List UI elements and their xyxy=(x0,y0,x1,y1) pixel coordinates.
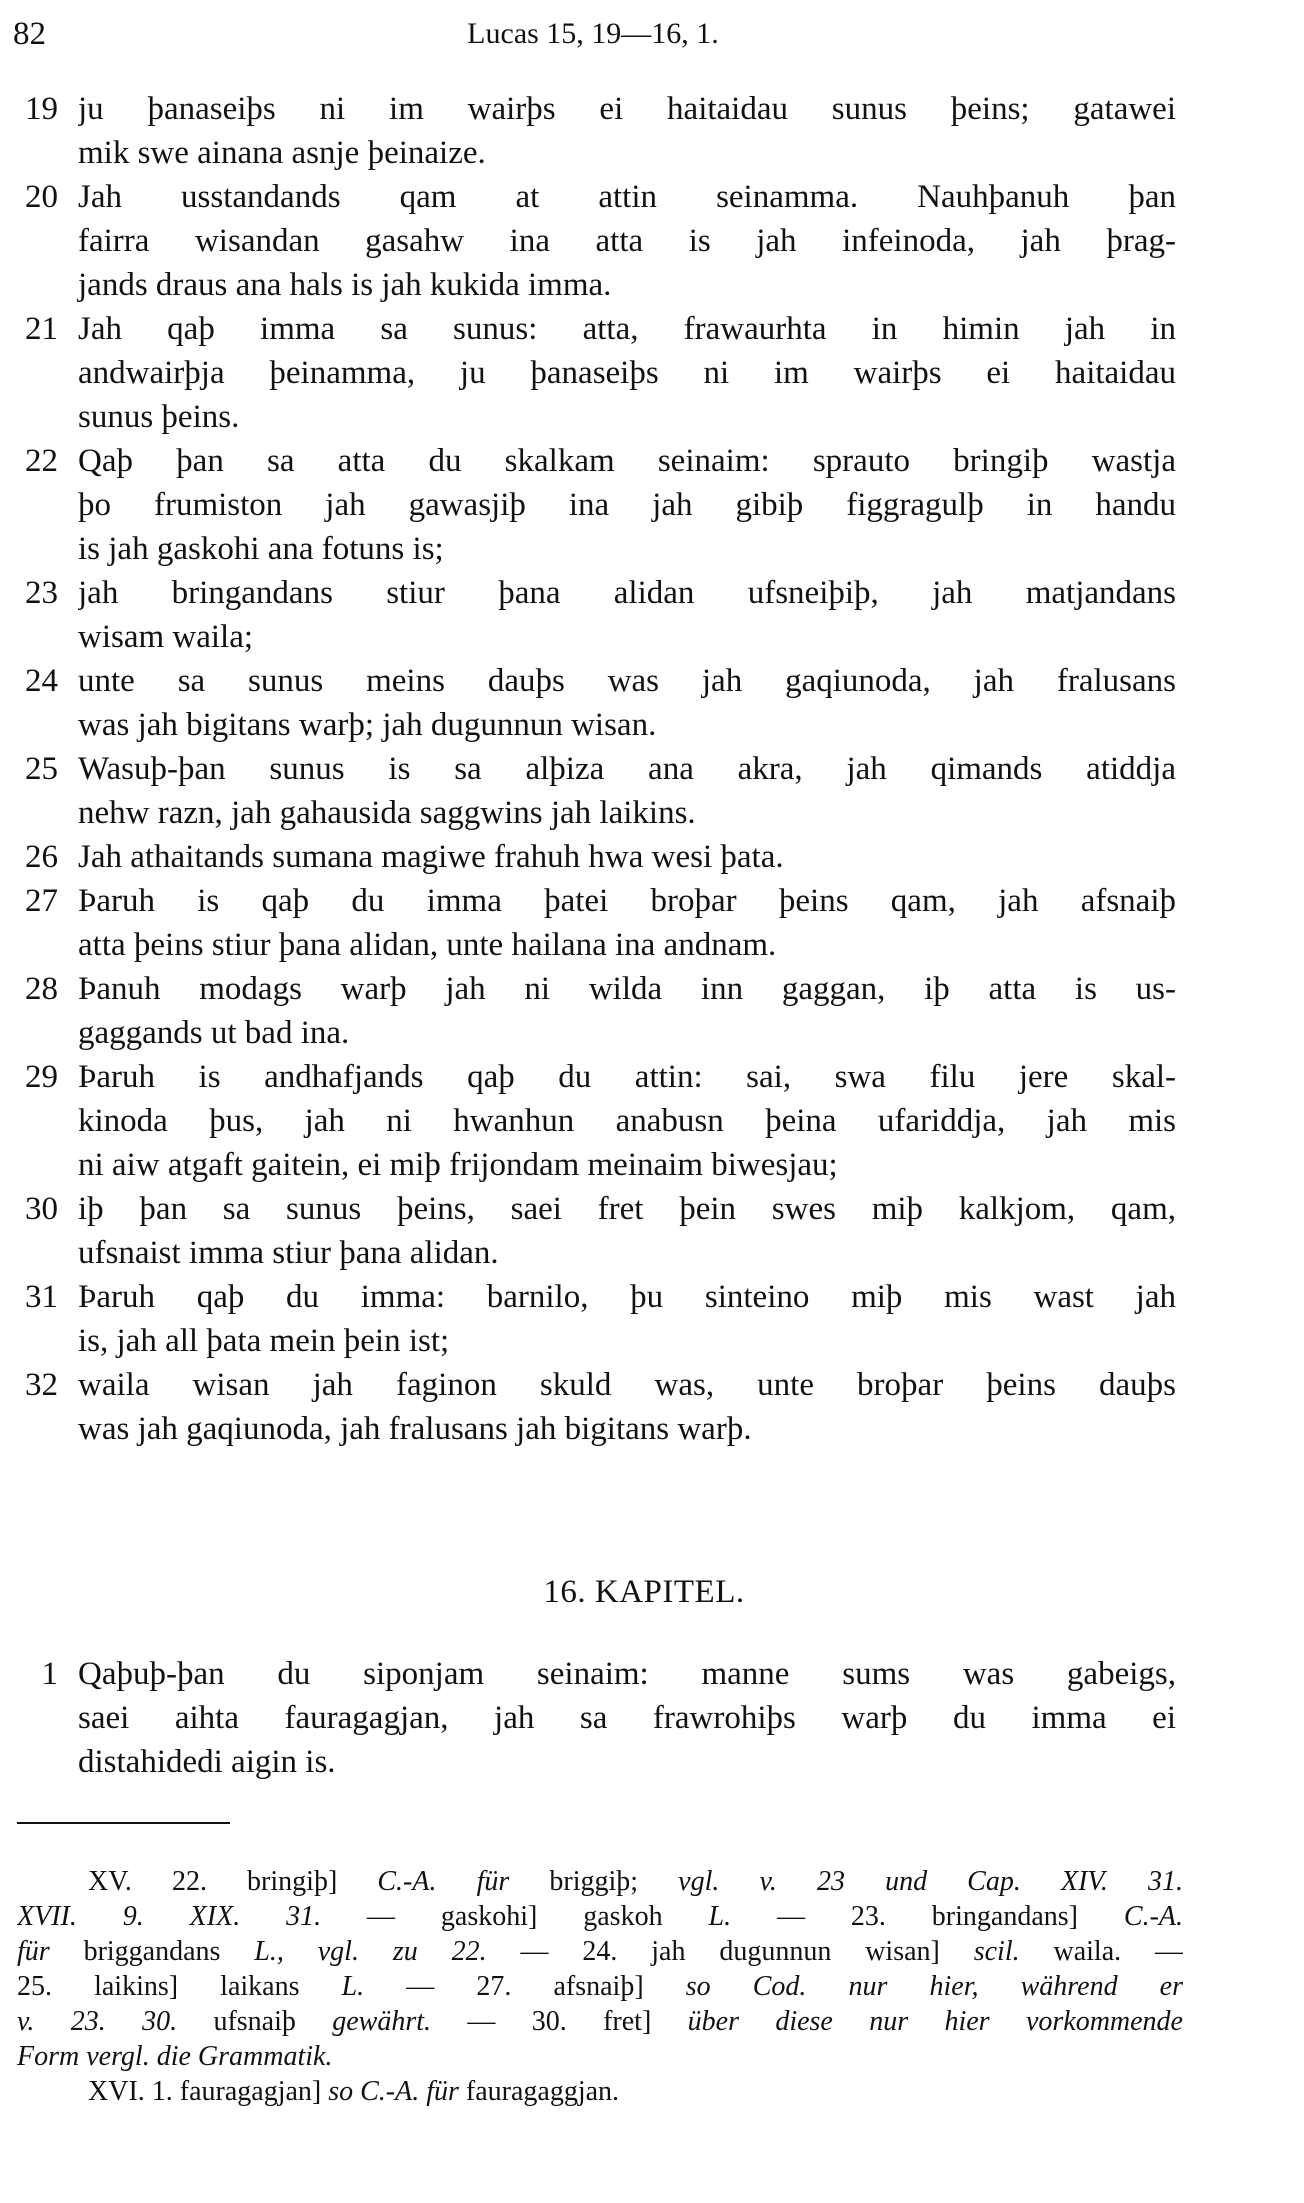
footnote-italic-text: so Cod. nur hier, während er xyxy=(685,1971,1183,2002)
verse-text: distahidedi aigin is. xyxy=(78,1744,336,1780)
footnote-text: — gaskohi] gaskoh xyxy=(321,1901,709,1932)
footnote-italic-text: gewährt. xyxy=(332,2006,432,2037)
verse-number: 21 xyxy=(25,311,58,347)
verse-line xyxy=(0,307,1304,351)
chapter-15-text xyxy=(0,87,1304,1451)
verse-line xyxy=(0,395,1304,439)
verse-number: 27 xyxy=(25,883,58,919)
footnote-text: XV. 22. bringiþ] xyxy=(88,1866,378,1897)
verse-text: ni aiw atgaft gaitein, ei miþ frijondam meinaim biwesjau; xyxy=(78,1147,838,1183)
footnote-text: — 23. bringandans] xyxy=(731,1901,1124,1932)
verse-text: is jah gaskohi ana fotuns is; xyxy=(78,531,444,567)
verse-text: Jah athaitands sumana magiwe frahuh hwa wesi þata. xyxy=(78,839,784,875)
running-title: Lucas 15, 19—16, 1. xyxy=(467,17,719,50)
footnote-italic-text: C.-A. für xyxy=(377,1866,510,1897)
verse-line xyxy=(0,483,1304,527)
verse-text: þo frumiston jah gawasjiþ ina jah gibiþ figgragulþ in handu xyxy=(78,487,1176,523)
verse-text: was jah gaqiunoda, jah fralusans jah bigitans warþ. xyxy=(78,1411,752,1447)
footnote-italic-text: C.-A. xyxy=(1123,1901,1183,1932)
verse-line xyxy=(0,87,1304,131)
verse-line xyxy=(0,1363,1304,1407)
footnote-text: briggiþ; xyxy=(509,1866,679,1897)
verse-line xyxy=(0,1319,1304,1363)
verse-line xyxy=(0,1652,1304,1696)
footnote-text: — 30. fret] xyxy=(431,2006,688,2037)
verse-text: Jah usstandands qam at attin seinamma. Nauhþanuh þan xyxy=(78,179,1176,215)
verse-number: 19 xyxy=(25,91,58,127)
verse-number: 31 xyxy=(25,1279,58,1315)
footnote-line xyxy=(17,1934,1183,1969)
footnote-italic-text: XVII. 9. XIX. 31. xyxy=(17,1901,322,1932)
verse-text: Þanuh modags warþ jah ni wilda inn gaggan, iþ atta is us- xyxy=(78,971,1176,1007)
footnote-italic-text: L. xyxy=(341,1971,365,2002)
verse-number: 22 xyxy=(25,443,58,479)
footnote-line xyxy=(17,2004,1183,2039)
footnote-text: — 24. jah dugunnun wisan] xyxy=(486,1936,974,1967)
verse-line xyxy=(0,1187,1304,1231)
verse-number: 29 xyxy=(25,1059,58,1095)
footnote-line xyxy=(17,2039,1183,2074)
verse-line xyxy=(0,967,1304,1011)
footnote-line xyxy=(17,1899,1183,1934)
verse-text: Þaruh is qaþ du imma þatei broþar þeins qam, jah afsnaiþ xyxy=(78,883,1176,919)
verse-number: 23 xyxy=(25,575,58,611)
verse-line xyxy=(0,1143,1304,1187)
verse-line xyxy=(0,131,1304,175)
verse-text: mik swe ainana asnje þeinaize. xyxy=(78,135,486,171)
footnote-italic-text: so C.-A. für xyxy=(328,2076,459,2107)
footnote-text: 25. laikins] laikans xyxy=(17,1971,342,2002)
verse-text: Þaruh is andhafjands qaþ du attin: sai, swa filu jere skal- xyxy=(78,1059,1176,1095)
verse-text: ju þanaseiþs ni im wairþs ei haitaidau sunus þeins; gatawei xyxy=(78,91,1176,127)
verse-text: atta þeins stiur þana alidan, unte hailana ina andnam. xyxy=(78,927,777,963)
footnote-italic-text: v. 23. 30. xyxy=(17,2006,178,2037)
footnote-italic-text: für xyxy=(17,1936,50,1967)
verse-line xyxy=(0,527,1304,571)
verse-line xyxy=(0,1696,1304,1740)
verse-number: 30 xyxy=(25,1191,58,1227)
footnote-text: — 27. afsnaiþ] xyxy=(364,1971,686,2002)
footnote-text: waila. — xyxy=(1019,1936,1183,1967)
verse-line xyxy=(0,1231,1304,1275)
verse-line xyxy=(0,571,1304,615)
verse-text: jands draus ana hals is jah kukida imma. xyxy=(78,267,612,303)
footnote-italic-text: scil. xyxy=(973,1936,1020,1967)
chapter-heading xyxy=(0,1570,1304,1614)
verse-text: gaggands ut bad ina. xyxy=(78,1015,350,1051)
footnote-text: ufsnaiþ xyxy=(177,2006,333,2037)
verse-number: 28 xyxy=(25,971,58,1007)
footnote-italic-text: Form vergl. die Grammatik. xyxy=(17,2041,333,2072)
footnote-italic-text: über diese nur hier vorkommende xyxy=(687,2006,1183,2037)
verse-line xyxy=(0,1099,1304,1143)
footnote-italic-text: L., vgl. zu 22. xyxy=(254,1936,487,1967)
footnote-text: XVI. 1. fauragagjan] xyxy=(88,2076,329,2107)
verse-text: unte sa sunus meins dauþs was jah gaqiunoda, jah fralusans xyxy=(78,663,1176,699)
verse-text: Wasuþ-þan sunus is sa alþiza ana akra, jah qimands atiddja xyxy=(78,751,1176,787)
chapter-heading-text: 16. KAPITEL. xyxy=(543,1574,745,1610)
footnotes xyxy=(17,1864,1183,2109)
verse-line xyxy=(0,703,1304,747)
verse-line xyxy=(0,1407,1304,1451)
verse-line xyxy=(0,1011,1304,1055)
verse-text: sunus þeins. xyxy=(78,399,240,435)
footnote-rule xyxy=(17,1822,230,1824)
verse-number: 25 xyxy=(25,751,58,787)
footnote-text: fauragaggjan. xyxy=(458,2076,620,2107)
verse-text: andwairþja þeinamma, ju þanaseiþs ni im wairþs ei haitaidau xyxy=(78,355,1176,391)
verse-line xyxy=(0,747,1304,791)
verse-text: kinoda þus, jah ni hwanhun anabusn þeina ufariddja, jah mis xyxy=(78,1103,1176,1139)
verse-line xyxy=(0,1055,1304,1099)
verse-text: wisam waila; xyxy=(78,619,254,655)
verse-text: Jah qaþ imma sa sunus: atta, frawaurhta in himin jah in xyxy=(78,311,1176,347)
verse-text: iþ þan sa sunus þeins, saei fret þein swes miþ kalkjom, qam, xyxy=(78,1191,1176,1227)
verse-line xyxy=(0,923,1304,967)
verse-line xyxy=(0,615,1304,659)
verse-text: Qaþ þan sa atta du skalkam seinaim: sprauto bringiþ wastja xyxy=(78,443,1176,479)
footnote-text: briggandans xyxy=(49,1936,255,1967)
verse-text: ufsnaist imma stiur þana alidan. xyxy=(78,1235,499,1271)
verse-line xyxy=(0,835,1304,879)
verse-line xyxy=(0,219,1304,263)
verse-text: Qaþuþ-þan du siponjam seinaim: manne sums was gabeigs, xyxy=(78,1656,1176,1692)
verse-text: waila wisan jah faginon skuld was, unte broþar þeins dauþs xyxy=(78,1367,1176,1403)
footnote-line xyxy=(17,1969,1183,2004)
verse-line xyxy=(0,351,1304,395)
verse-line xyxy=(0,879,1304,923)
verse-line xyxy=(0,1740,1304,1784)
verse-number: 20 xyxy=(25,179,58,215)
verse-text: is, jah all þata mein þein ist; xyxy=(78,1323,450,1359)
verse-line xyxy=(0,439,1304,483)
footnote-italic-text: L. xyxy=(708,1901,732,1932)
verse-number: 1 xyxy=(41,1656,58,1692)
verse-line xyxy=(0,659,1304,703)
verse-line xyxy=(0,175,1304,219)
verse-line xyxy=(0,791,1304,835)
footnote-line xyxy=(17,2074,1183,2109)
verse-line xyxy=(0,1275,1304,1319)
running-head xyxy=(0,12,1304,56)
verse-text: jah bringandans stiur þana alidan ufsneiþiþ, jah matjandans xyxy=(78,575,1176,611)
verse-text: saei aihta fauragagjan, jah sa frawrohiþs warþ du imma ei xyxy=(78,1700,1176,1736)
verse-line xyxy=(0,263,1304,307)
verse-number: 24 xyxy=(25,663,58,699)
chapter-16-text xyxy=(0,1652,1304,1784)
verse-number: 26 xyxy=(25,839,58,875)
verse-text: was jah bigitans warþ; jah dugunnun wisan. xyxy=(78,707,657,743)
verse-text: nehw razn, jah gahausida saggwins jah laikins. xyxy=(78,795,696,831)
verse-number: 32 xyxy=(25,1367,58,1403)
footnote-line xyxy=(17,1864,1183,1899)
page-number: 82 xyxy=(13,16,46,52)
verse-text: fairra wisandan gasahw ina atta is jah infeinoda, jah þrag- xyxy=(78,223,1176,259)
footnote-italic-text: vgl. v. 23 und Cap. XIV. 31. xyxy=(678,1866,1183,1897)
verse-text: Þaruh qaþ du imma: barnilo, þu sinteino miþ mis wast jah xyxy=(78,1279,1176,1315)
